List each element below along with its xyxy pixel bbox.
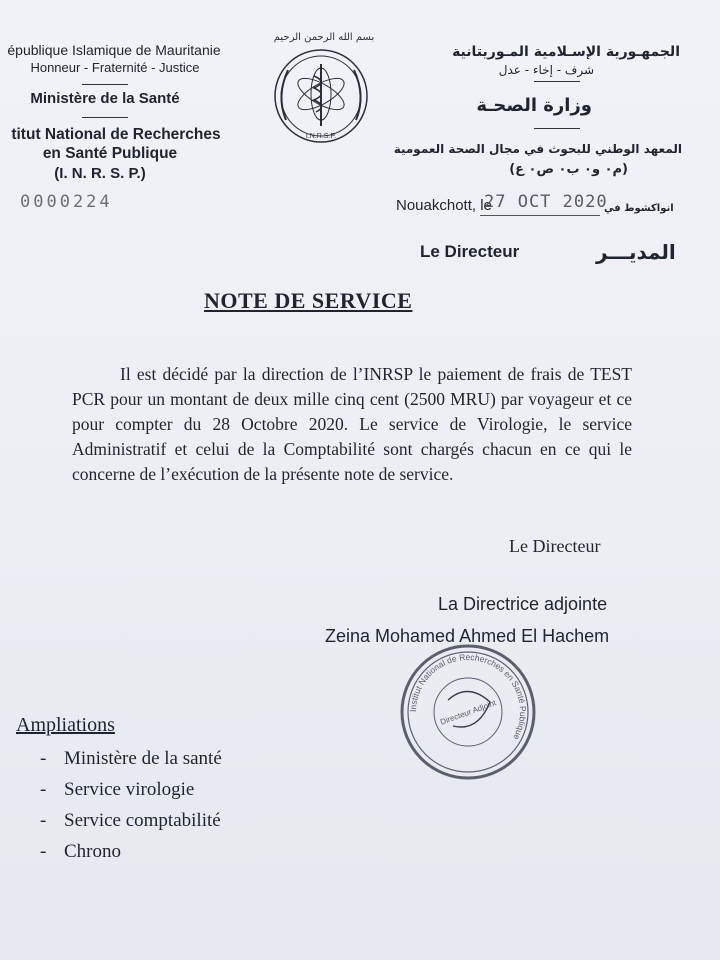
ministry-name-ar: وزارة الصحـة [476, 95, 592, 116]
body-text: Il est décidé par la direction de l’INRSP le paiement de frais de TEST PCR pour un montant de deux mille cinq cent (2500 MRU) par voyageur et ce pour compter du 28 Octobre 2020. Le service de Virologie, le service Administratif et celui de la Comptabilité sont chargés chacun en ce qui le concerne de l’exécution de la présente note de service. [72, 364, 632, 484]
body-paragraph [72, 362, 632, 487]
list-item-label: Ministère de la santé [64, 747, 222, 769]
place-label: Nouakchott, le [396, 197, 492, 214]
register-number-stamp: 0000224 [20, 192, 113, 212]
signature-deputy-title: La Directrice adjointe [438, 594, 608, 614]
ampliations-title: Ampliations [16, 714, 115, 736]
institute-name-line1: titut National de Recherches [11, 126, 221, 143]
document-title: NOTE DE SERVICE [204, 288, 413, 313]
republic-line-ar: الجمهـورية الإسـلامية المـوريتانية [452, 44, 680, 60]
logo-label: I.N.R.S.P. [305, 133, 337, 140]
place-label-ar: انواكشوط في [604, 203, 674, 214]
list-item: - Ministère de la santé [40, 747, 222, 769]
list-item-label: Service comptabilité [64, 809, 221, 831]
list-item: - Chrono [40, 840, 121, 862]
logo-bismillah: بسم الله الرحمن الرحيم [273, 32, 375, 43]
institute-acronym-ar: (م٠ و٠ ب٠ ص٠ ع) [509, 162, 628, 177]
stamp-center-text: Directeur Adjoint [439, 698, 498, 727]
date-underline [480, 215, 600, 216]
republic-line: épublique Islamique de Mauritanie [7, 42, 221, 58]
addressee-ar: المديـــر [596, 240, 676, 264]
signature-director: Le Directeur [509, 536, 601, 556]
list-item-label: Service virologie [64, 778, 195, 800]
list-item: - Service comptabilité [40, 809, 221, 831]
divider [82, 117, 128, 118]
institute-logo [266, 28, 376, 151]
date-stamp: 27 OCT 2020 [484, 192, 608, 212]
stamp-ring-text: Institut National de Recherches en Santé Publique [407, 651, 529, 742]
motto-line-ar: شرف - إخاء - عدل [498, 63, 594, 77]
official-stamp [398, 642, 538, 787]
motto-line: Honneur - Fraternité - Justice [30, 60, 200, 75]
institute-acronym: (I. N. R. S. P.) [54, 165, 146, 182]
svg-text:Institut National de Recherche [408, 652, 528, 742]
list-item-label: Chrono [64, 840, 121, 862]
institute-name-line2: en Santé Publique [42, 145, 178, 162]
divider [534, 81, 580, 82]
institute-name-ar: المعهد الوطني للبحوث في مجال الصحة العمومية [393, 142, 682, 156]
addressee-fr: Le Directeur [420, 242, 520, 261]
divider [534, 128, 580, 129]
list-item: - Service virologie [40, 778, 195, 800]
divider [82, 84, 128, 85]
ampliations-list [40, 743, 222, 867]
ministry-name: Ministère de la Santé [30, 90, 180, 107]
signatory-name: Zeina Mohamed Ahmed El Hachem [325, 626, 610, 646]
